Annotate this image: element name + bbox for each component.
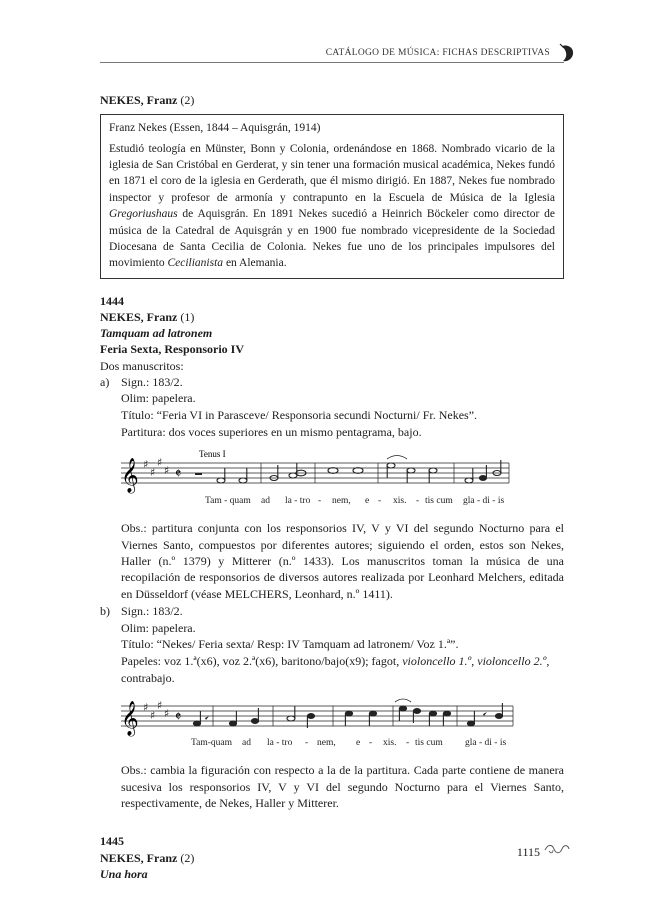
treble-clef-icon: 𝄞 <box>121 458 139 494</box>
item-olim: Olim: papelera. <box>121 620 196 635</box>
item-sign: Sign.: 183/2. <box>121 374 183 389</box>
lyric-syllable: la - tro <box>285 496 311 507</box>
note-icon <box>429 468 437 473</box>
note-icon <box>429 711 436 716</box>
lyric-syllable: la - tro <box>267 738 293 749</box>
lyric-syllable: Tam-quam <box>191 738 233 749</box>
key-signature-icon <box>143 456 169 479</box>
lyric-syllable: e <box>356 738 361 749</box>
lyric-syllable: nem, <box>317 738 336 749</box>
lyric-syllable: xis. <box>393 496 407 507</box>
music-incipit-a <box>121 448 564 510</box>
note-icon <box>193 721 200 726</box>
entry-1444 <box>100 293 564 812</box>
entry-number: 1445 <box>100 834 124 849</box>
lyric-syllable: nem, <box>332 496 351 507</box>
time-signature-icon: 𝄵 <box>175 709 182 726</box>
bio-box <box>100 114 564 279</box>
item-titulo: Título: “Feria VI in Parasceve/ Responsoria secundi Nocturni/ Fr. Nekes”. <box>121 408 478 423</box>
item-label: b) <box>100 604 110 619</box>
svg-text:♯: ♯ <box>157 456 163 470</box>
item-partitura: Partitura: dos voces superiores en un mismo pentagrama, bajo. <box>121 424 422 439</box>
item-obs: Obs.: cambia la figuración con respecto a la de la partitura. Cada parte contiene de manera sucesiva los responsorios IV, V y VI del segundo Nocturno para el Viernes Santo, respectivamente, de Nekes, Haller y Mitterer. <box>121 763 564 811</box>
incipit-voice-label: Tenus I <box>199 449 226 460</box>
svg-text:♯: ♯ <box>150 709 156 723</box>
lyric-syllable: - <box>406 738 410 749</box>
page-number: 1115 <box>516 845 540 859</box>
note-icon <box>307 714 314 719</box>
note-icon <box>495 714 502 719</box>
manuscript-b <box>100 603 564 686</box>
entry-composer: NEKES, Franz (2) <box>100 850 195 865</box>
svg-text:♯: ♯ <box>150 466 156 480</box>
slur-icon <box>387 456 407 460</box>
svg-text:♯: ♯ <box>143 701 149 715</box>
note-icon <box>251 719 258 724</box>
rest-icon <box>205 716 209 720</box>
item-papeles: Papeles: voz 1.ª(x6), voz 2.ª(x6), baritono/bajo(x9); fagot, violoncello 1.º, violoncello 2.º, contrabajo. <box>121 654 550 685</box>
rest-icon <box>195 473 202 475</box>
entry-intro: Dos manuscritos: <box>100 358 184 373</box>
note-icon <box>217 478 225 483</box>
svg-text:♯: ♯ <box>157 699 163 713</box>
entry-number: 1444 <box>100 293 124 308</box>
note-icon <box>229 721 236 726</box>
time-signature-icon: 𝄵 <box>175 466 182 483</box>
note-icon <box>287 716 295 721</box>
lyric-syllable: ad <box>242 738 251 749</box>
svg-text:♯: ♯ <box>164 707 170 721</box>
bio-text: Estudió teología en Münster, Bonn y Colonia, ordenándose en 1868. Nombrado vicario de la iglesia de San Cristóbal en Gerderat, y sin tener una formación musical académica, Nekes fundó en 1871 el coro de la iglesia en Gerderath, que él mismo dirigió. En 1887, Nekes fue nombrado inspector y profesor de armonía y contrapunto en la Escuela de Música de la Iglesia Gregoriushaus de Aquisgrán. En 1891 Nekes sucedió a Heinrich Böckeler como director de música de la Catedral de Aquisgrán y en 1900 fue nombrado vicepresidente de la Sociedad Diocesana de Santa Cecilia de Colonia. Nekes fue uno de los principales impulsores del movimiento Cecilianista en Alemania. <box>109 142 555 270</box>
lyric-syllable: - <box>369 738 373 749</box>
note-icon <box>467 721 474 726</box>
lyric-syllable: Tam - quam <box>205 496 251 507</box>
entry-composer: NEKES, Franz (1) <box>100 310 195 325</box>
item-titulo: Título: “Nekes/ Feria sexta/ Resp: IV Tamquam ad latronem/ Voz 1.ª”. <box>121 637 459 652</box>
music-incipit-b <box>121 694 564 752</box>
lyric-syllable: tis cum <box>415 738 443 749</box>
lyric-syllable: - <box>305 738 309 749</box>
manuscript-a <box>100 374 564 440</box>
item-sign: Sign.: 183/2. <box>121 604 183 619</box>
item-obs: Obs.: partitura conjunta con los responsorios IV, V y VI del segundo Nocturno para el Viernes Santo, compuestos por diferentes autores; siguiendo el orden, estos son Nekes, Haller (n.º 1379) y Mitterer (n.º 1433). Los manuscritos toman la música de una recopilación de responsorios de diversos autores realizada por Leonhard Melchers, editada en Düsseldorf (véase MELCHERS, Leonhard, n.º 1411). <box>121 521 564 601</box>
entry-1445 <box>100 833 564 882</box>
svg-text:♯: ♯ <box>143 458 149 472</box>
note-icon <box>353 468 363 474</box>
note-icon <box>239 478 247 483</box>
entry-work-title: Una hora <box>100 866 148 881</box>
note-icon <box>387 463 395 468</box>
treble-clef-icon: 𝄞 <box>121 701 139 737</box>
note-icon <box>345 711 352 716</box>
lyric-syllable: ad <box>261 496 270 507</box>
note-icon <box>328 468 338 474</box>
running-header-title: CATÁLOGO DE MÚSICA: FICHAS DESCRIPTIVAS <box>325 48 550 58</box>
page-content <box>100 92 564 882</box>
lyric-syllable: - <box>378 496 382 507</box>
header-rule <box>100 62 564 63</box>
scroll-ornament-icon <box>544 842 570 856</box>
lyric-syllable: tis cum <box>425 496 453 507</box>
leaf-ornament-icon <box>558 42 578 64</box>
svg-text:♯: ♯ <box>164 464 170 478</box>
item-label: a) <box>100 374 110 389</box>
lyric-syllable: xis. <box>383 738 397 749</box>
key-signature-icon <box>143 699 169 722</box>
note-icon <box>407 468 415 473</box>
lyric-syllable: gla - di - is <box>465 738 507 749</box>
slur-icon <box>395 699 411 702</box>
bio-heading: NEKES, Franz (2) <box>100 93 195 107</box>
note-icon <box>479 476 486 481</box>
entry-subtitle: Feria Sexta, Responsorio IV <box>100 342 244 357</box>
lyric-syllable: e <box>365 496 370 507</box>
music-staff-b <box>121 694 541 752</box>
note-icon <box>369 711 376 716</box>
entry-work-title: Tamquam ad latronem <box>100 326 213 341</box>
lyric-syllable: - <box>416 496 420 507</box>
item-olim: Olim: papelera. <box>121 391 196 406</box>
note-icon <box>443 711 450 716</box>
bio-title: Franz Nekes (Essen, 1844 – Aquisgrán, 1914) <box>109 122 321 135</box>
lyric-syllable: - <box>318 496 322 507</box>
note-icon <box>399 706 406 711</box>
note-icon <box>413 709 420 714</box>
lyric-syllable: gla - di - is <box>463 496 505 507</box>
rest-icon <box>483 712 487 716</box>
note-icon <box>465 478 473 483</box>
music-staff-a <box>121 448 541 510</box>
